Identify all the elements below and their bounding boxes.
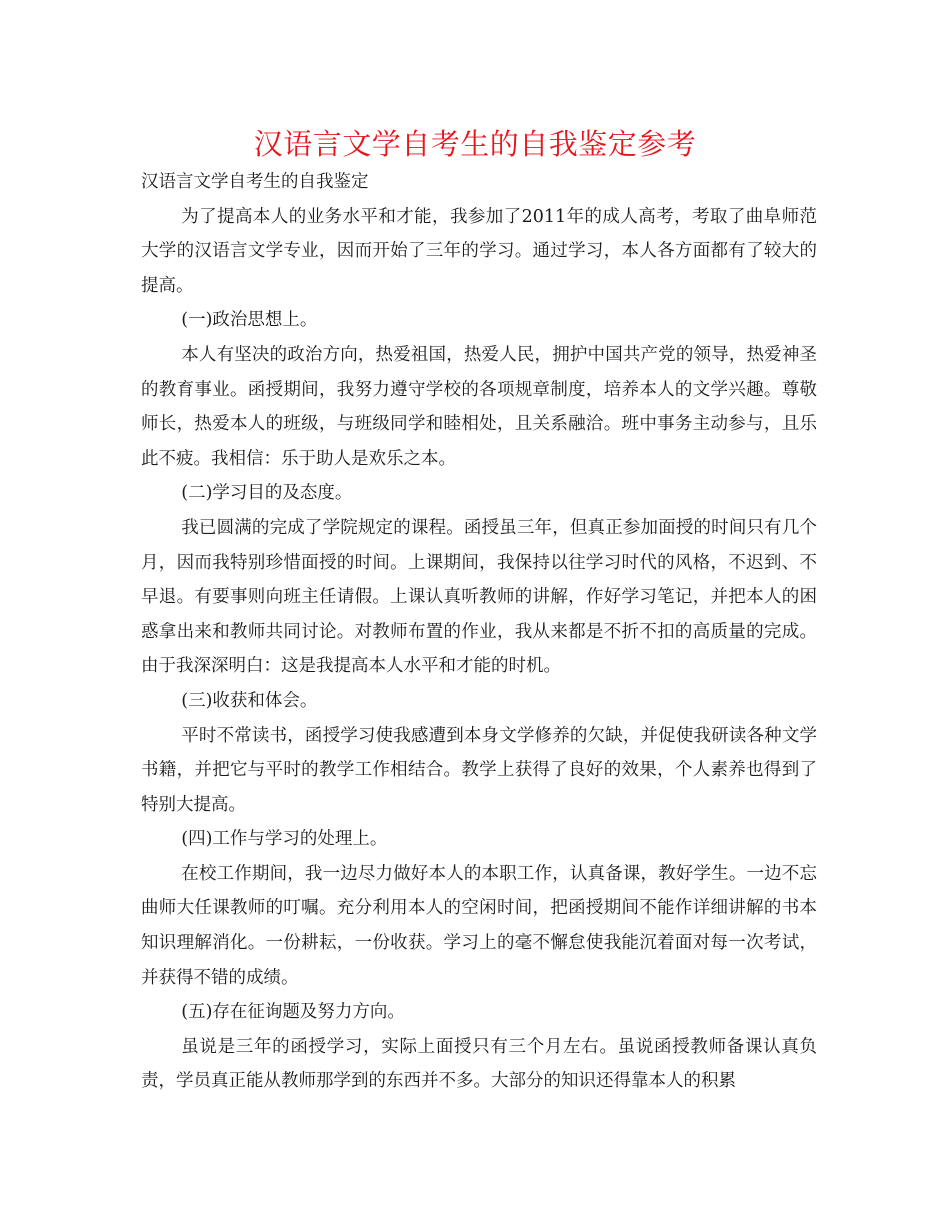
section-heading-political: (一)政治思想上。 (181, 310, 318, 331)
paragraph-political: 本人有坚决的政治方向，热爱祖国，热爱人民，拥护中国共产党的领导，热爱神圣的教育事业。函授期间，我努力遵守学校的各项规章制度，培养本人的文学兴趣。尊敬师长，热爱本人的班级，与班级同学和睦相处，且关系融洽。班中事务主动参与，且乐此不疲。我相信：乐于助人是欢乐之本。 (141, 344, 817, 469)
paragraph-intro: 为了提高本人的业务水平和才能，我参加了2011年的成人高考，考取了曲阜师范大学的汉语言文学专业，因而开始了三年的学习。通过学习，本人各方面都有了较大的提高。 (141, 206, 817, 296)
document-body (141, 165, 817, 1099)
section-heading-study-attitude: (二)学习目的及态度。 (181, 483, 353, 504)
document-title: 汉语言文学自考生的自我鉴定参考 (253, 127, 697, 161)
paragraph-work-study: 在校工作期间，我一边尽力做好本人的本职工作，认真备课，教好学生。一边不忘曲师大任课教师的叮嘱。充分利用本人的空闲时间，把函授期间不能作详细讲解的书本知识理解消化。一份耕耘，一份收获。学习上的毫不懈怠使我能沉着面对每一次考试，并获得不错的成绩。 (141, 863, 817, 988)
paragraph-study-attitude: 我已圆满的完成了学院规定的课程。函授虽三年，但真正参加面授的时间只有几个月，因而我特别珍惜面授的时间。上课期间，我保持以往学习时代的风格，不迟到、不早退。有要事则向班主任请假。上课认真听教师的讲解，作好学习笔记，并把本人的困惑拿出来和教师共同讨论。对教师布置的作业，我从来都是不折不扣的高质量的完成。由于我深深明白：这是我提高本人水平和才能的时机。 (141, 517, 817, 677)
paragraph-gains: 平时不常读书，函授学习使我感遭到本身文学修养的欠缺，并促使我研读各种文学书籍，并把它与平时的教学工作相结合。教学上获得了良好的效果，个人素养也得到了特别大提高。 (141, 725, 817, 815)
section-heading-problems: (五)存在征询题及努力方向。 (181, 1002, 405, 1023)
paragraph-subtitle: 汉语言文学自考生的自我鉴定 (141, 172, 369, 192)
section-heading-gains: (三)收获和体会。 (181, 690, 318, 711)
paragraph-problems: 虽说是三年的函授学习，实际上面授只有三个月左右。虽说函授教师备课认真负责，学员真正能从教师那学到的东西并不多。大部分的知识还得靠本人的积累 (141, 1036, 817, 1092)
section-heading-work-study: (四)工作与学习的处理上。 (181, 829, 388, 850)
